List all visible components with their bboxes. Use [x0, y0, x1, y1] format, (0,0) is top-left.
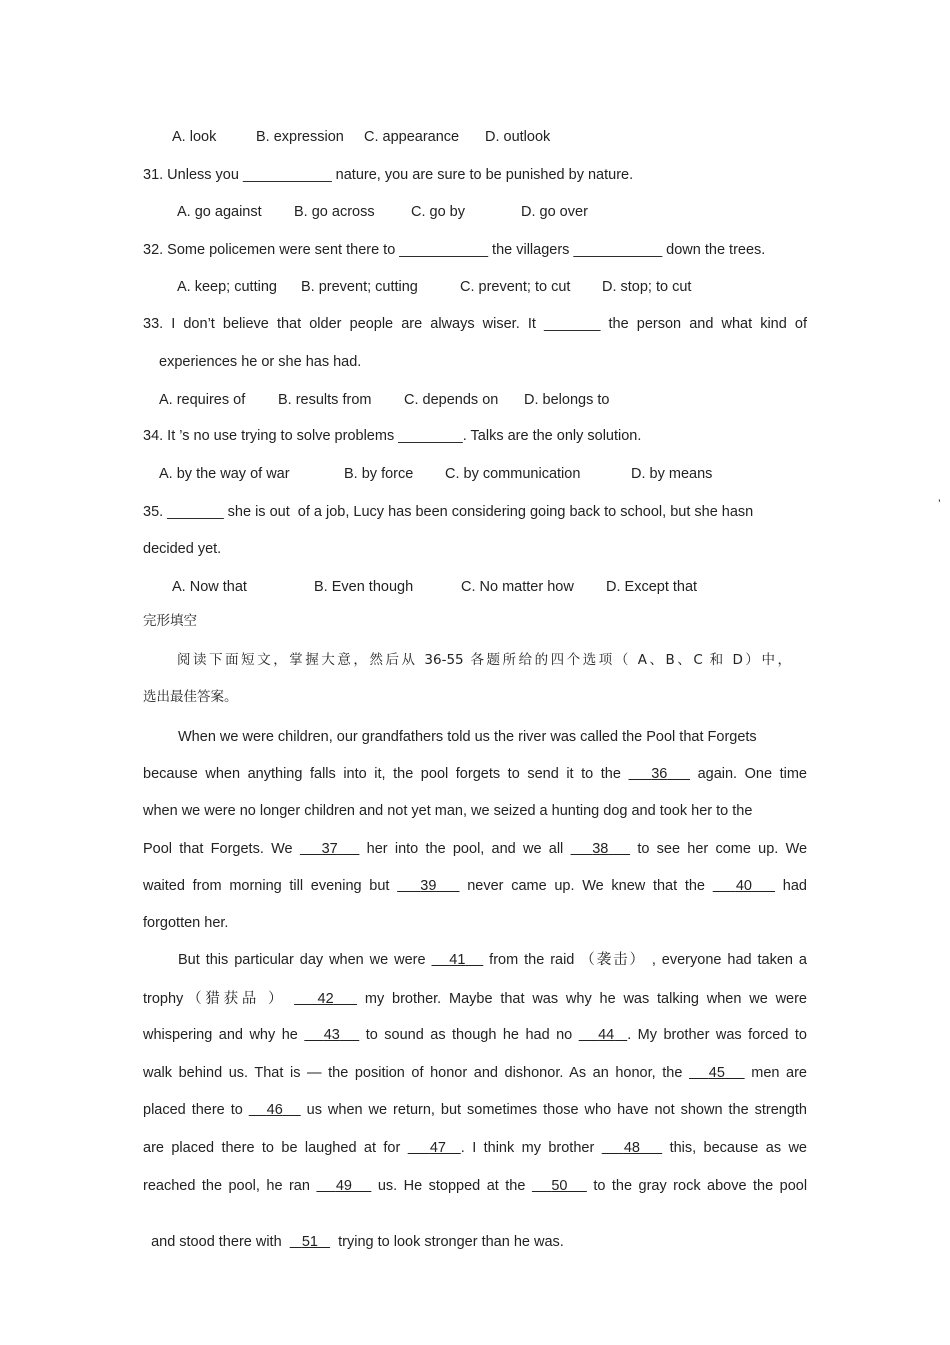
blank-44: 44 [598, 1027, 615, 1043]
q35-stem-line1: 35. _______ she is out of a job, Lucy has been considering going back to school, but she hasn [143, 504, 754, 520]
q31-stem: 31. Unless you ___________ nature, you are sure to be punished by nature. [143, 167, 634, 183]
q30-option-d: D. outlook [485, 129, 551, 145]
passage-line: forgotten her. [143, 915, 229, 931]
q31-option-c: C. go by [411, 204, 465, 220]
passage-line: placed there to 46 us when we return, but sometimes those who have not shown the strength [143, 1102, 808, 1118]
passage-line: When we were children, our grandfathers told us the river was called the Pool that Forgets [178, 729, 757, 745]
blank-47: 47 [429, 1140, 446, 1156]
q35-option-d: D. Except that [606, 579, 698, 595]
blank-45: 45 [708, 1065, 725, 1081]
q33-stem-line1: 33. I don’t believe that older people are always wiser. It _______ the person and what kind of [143, 316, 807, 332]
q34-option-a: A. by the way of war [159, 466, 290, 482]
passage-line: waited from morning till evening but 39 never came up. We knew that the 40 had [143, 878, 807, 894]
q32-option-c: C. prevent; to cut [460, 279, 571, 295]
passage-line: But this particular day when we were 41 from the raid （袭击） , everyone had taken a [178, 952, 807, 968]
blank-43: 43 [323, 1027, 340, 1043]
passage-line: are placed there to be laughed at for 47 . I think my brother 48 this, because as we [143, 1140, 807, 1156]
q32-option-d: D. stop; to cut [602, 279, 692, 295]
q31-option-d: D. go over [521, 204, 588, 220]
passage-line: whispering and why he 43 to sound as though he had no 44 . My brother was forced to [143, 1027, 807, 1043]
q30-option-c: C. appearance [364, 129, 460, 145]
q32-stem: 32. Some policemen were sent there to ___________ the villagers ___________ down the trees. [143, 242, 766, 258]
blank-48: 48 [623, 1140, 640, 1156]
q35-stem-line2: decided yet. [143, 541, 222, 557]
blank-50: 50 [551, 1178, 568, 1194]
section-instruction-line1: 阅读下面短文，掌握大意，然后从 36-55 各题所给的四个选项（ A、B、C 和 D）中， [177, 652, 791, 668]
blank-42: 42 [317, 991, 334, 1007]
passage-line: Pool that Forgets. We 37 her into the pool, and we all 38 to see her come up. We [143, 841, 808, 857]
blank-46: 46 [266, 1102, 283, 1118]
passage-line: walk behind us. That is — the position of honor and dishonor. As an honor, the 45 men are [143, 1065, 807, 1081]
q35-option-c: C. No matter how [461, 579, 574, 595]
q32-option-a: A. keep; cutting [177, 279, 277, 295]
q35-option-a: A. Now that [172, 579, 247, 595]
passage-line: when we were no longer children and not yet man, we seized a hunting dog and took her to the [143, 803, 753, 819]
passage-line: trophy（猎获品 ） 42 my brother. Maybe that was why he was talking when we were [143, 991, 807, 1007]
section-title: 完形填空 [143, 613, 197, 629]
blank-37: 37 [321, 841, 338, 857]
blank-39: 39 [420, 878, 437, 894]
q32-option-b: B. prevent; cutting [301, 279, 418, 295]
passage-line: and stood there with 51 trying to look stronger than he was. [151, 1234, 564, 1250]
q33-option-c: C. depends on [404, 392, 499, 408]
q33-option-a: A. requires of [159, 392, 246, 408]
blank-36: 36 [651, 766, 668, 782]
passage-line: reached the pool, he ran 49 us. He stopped at the 50 to the gray rock above the pool [143, 1178, 808, 1194]
passage-line: because when anything falls into it, the pool forgets to send it to the 36 again. One time [143, 766, 808, 782]
blank-49: 49 [335, 1178, 352, 1194]
q34-stem: 34. It ’s no use trying to solve problems ________. Talks are the only solution. [143, 428, 642, 444]
blank-38: 38 [592, 841, 609, 857]
blank-51: 51 [301, 1234, 318, 1250]
q31-option-a: A. go against [177, 204, 262, 220]
q34-option-d: D. by means [631, 466, 713, 482]
q30-option-b: B. expression [256, 129, 344, 145]
q33-stem-line2: experiences he or she has had. [159, 354, 362, 370]
q34-option-c: C. by communication [445, 466, 581, 482]
q30-option-a: A. look [172, 129, 217, 145]
blank-40: 40 [735, 878, 752, 894]
blank-41: 41 [449, 952, 466, 968]
stray-mark: ’ [938, 497, 941, 511]
q34-option-b: B. by force [344, 466, 414, 482]
section-instruction-line2: 选出最佳答案。 [143, 689, 238, 705]
q31-option-b: B. go across [294, 204, 375, 220]
q33-option-b: B. results from [278, 392, 372, 408]
q35-option-b: B. Even though [314, 579, 414, 595]
q33-option-d: D. belongs to [524, 392, 610, 408]
